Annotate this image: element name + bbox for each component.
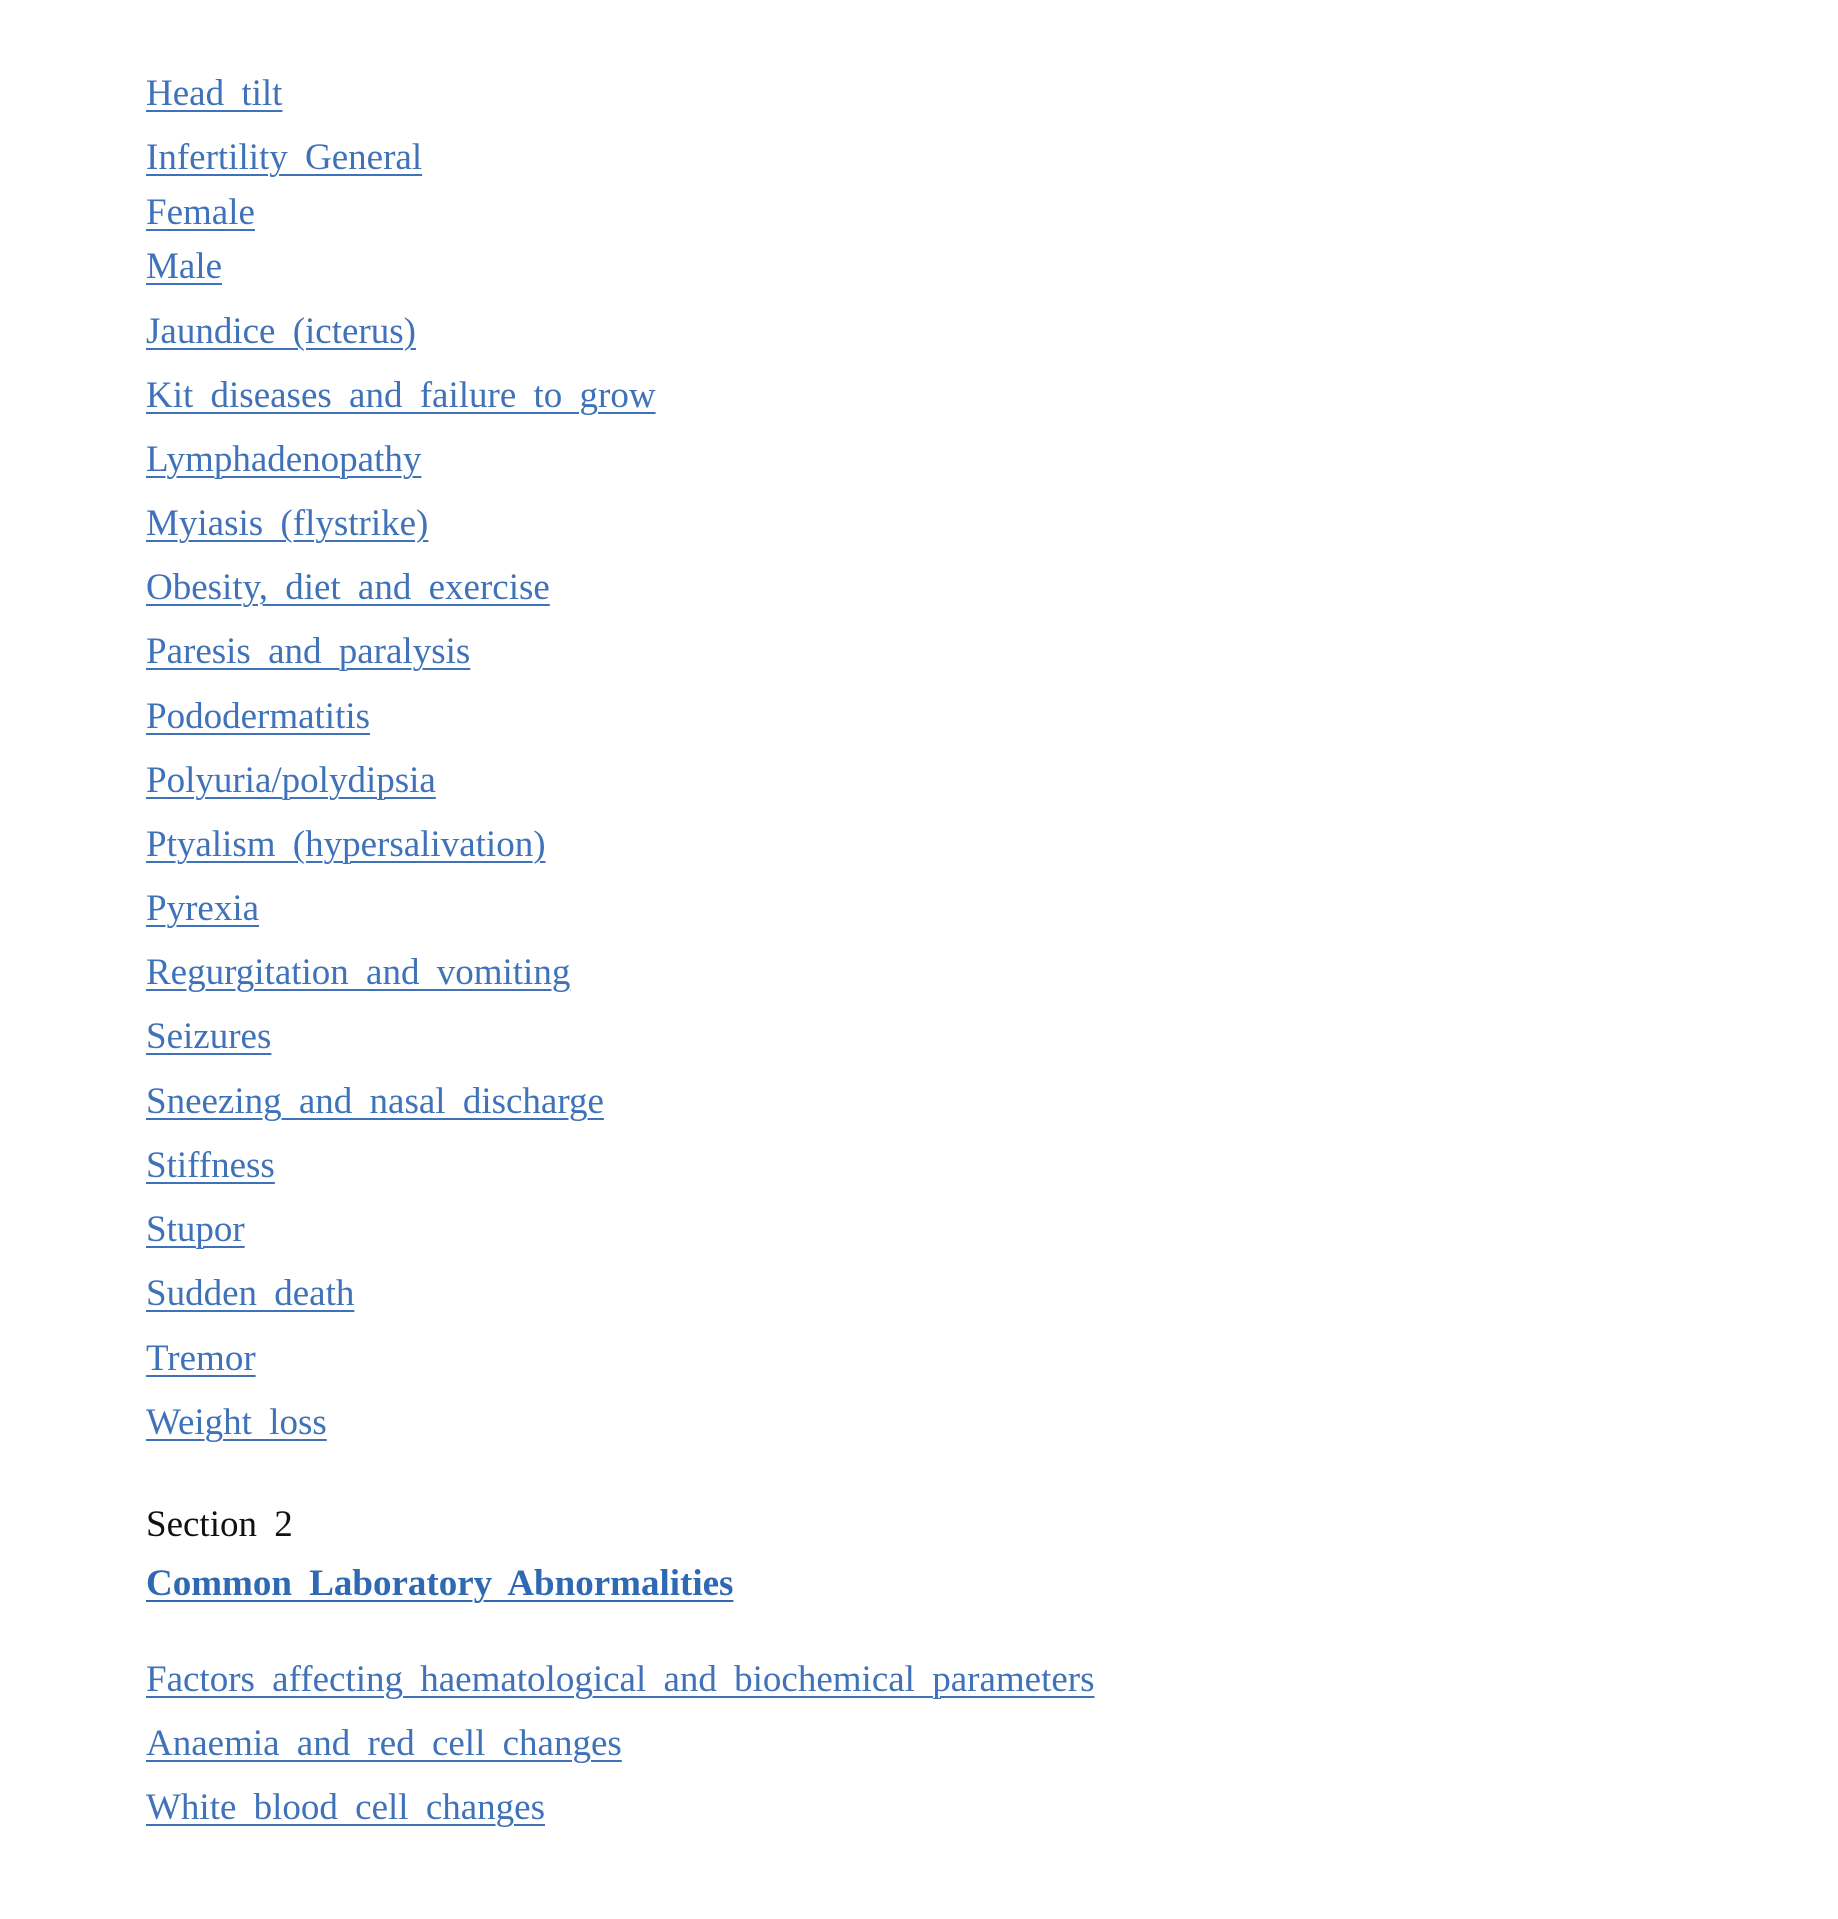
section-2-title-link[interactable]: Common Laboratory Abnormalities (146, 1563, 734, 1604)
toc-link-anaemia[interactable]: Anaemia and red cell changes (146, 1723, 622, 1764)
toc-link-stiffness[interactable]: Stiffness (146, 1145, 275, 1186)
toc-link-myiasis[interactable]: Myiasis (flystrike) (146, 503, 429, 544)
toc-link-white-blood-cell[interactable]: White blood cell changes (146, 1787, 546, 1828)
toc-link-stupor[interactable]: Stupor (146, 1209, 245, 1250)
toc-link-female[interactable]: Female (146, 192, 255, 233)
toc-link-factors-affecting[interactable]: Factors affecting haematological and biochemical parameters (146, 1659, 1095, 1700)
toc-link-pododermatitis[interactable]: Pododermatitis (146, 696, 371, 737)
toc-link-polyuria[interactable]: Polyuria/polydipsia (146, 760, 436, 801)
toc-link-pyrexia[interactable]: Pyrexia (146, 888, 260, 929)
toc-link-tremor[interactable]: Tremor (146, 1338, 256, 1379)
toc-link-sneezing[interactable]: Sneezing and nasal discharge (146, 1081, 604, 1122)
toc-link-jaundice[interactable]: Jaundice (icterus) (146, 311, 416, 352)
toc-link-sudden-death[interactable]: Sudden death (146, 1273, 355, 1314)
toc-link-seizures[interactable]: Seizures (146, 1016, 272, 1057)
toc-link-head-tilt[interactable]: Head tilt (146, 73, 283, 114)
toc-link-kit-diseases[interactable]: Kit diseases and failure to grow (146, 375, 656, 416)
toc-link-paresis[interactable]: Paresis and paralysis (146, 631, 471, 672)
toc-link-male[interactable]: Male (146, 246, 223, 287)
toc-link-weight-loss[interactable]: Weight loss (146, 1402, 327, 1443)
section-2-label: Section 2 (146, 1504, 293, 1545)
toc-link-obesity[interactable]: Obesity, diet and exercise (146, 567, 550, 608)
toc-link-ptyalism[interactable]: Ptyalism (hypersalivation) (146, 824, 546, 865)
toc-link-regurgitation[interactable]: Regurgitation and vomiting (146, 952, 571, 993)
toc-link-lymphadenopathy[interactable]: Lymphadenopathy (146, 439, 422, 480)
toc-link-infertility-general[interactable]: Infertility General (146, 137, 423, 178)
